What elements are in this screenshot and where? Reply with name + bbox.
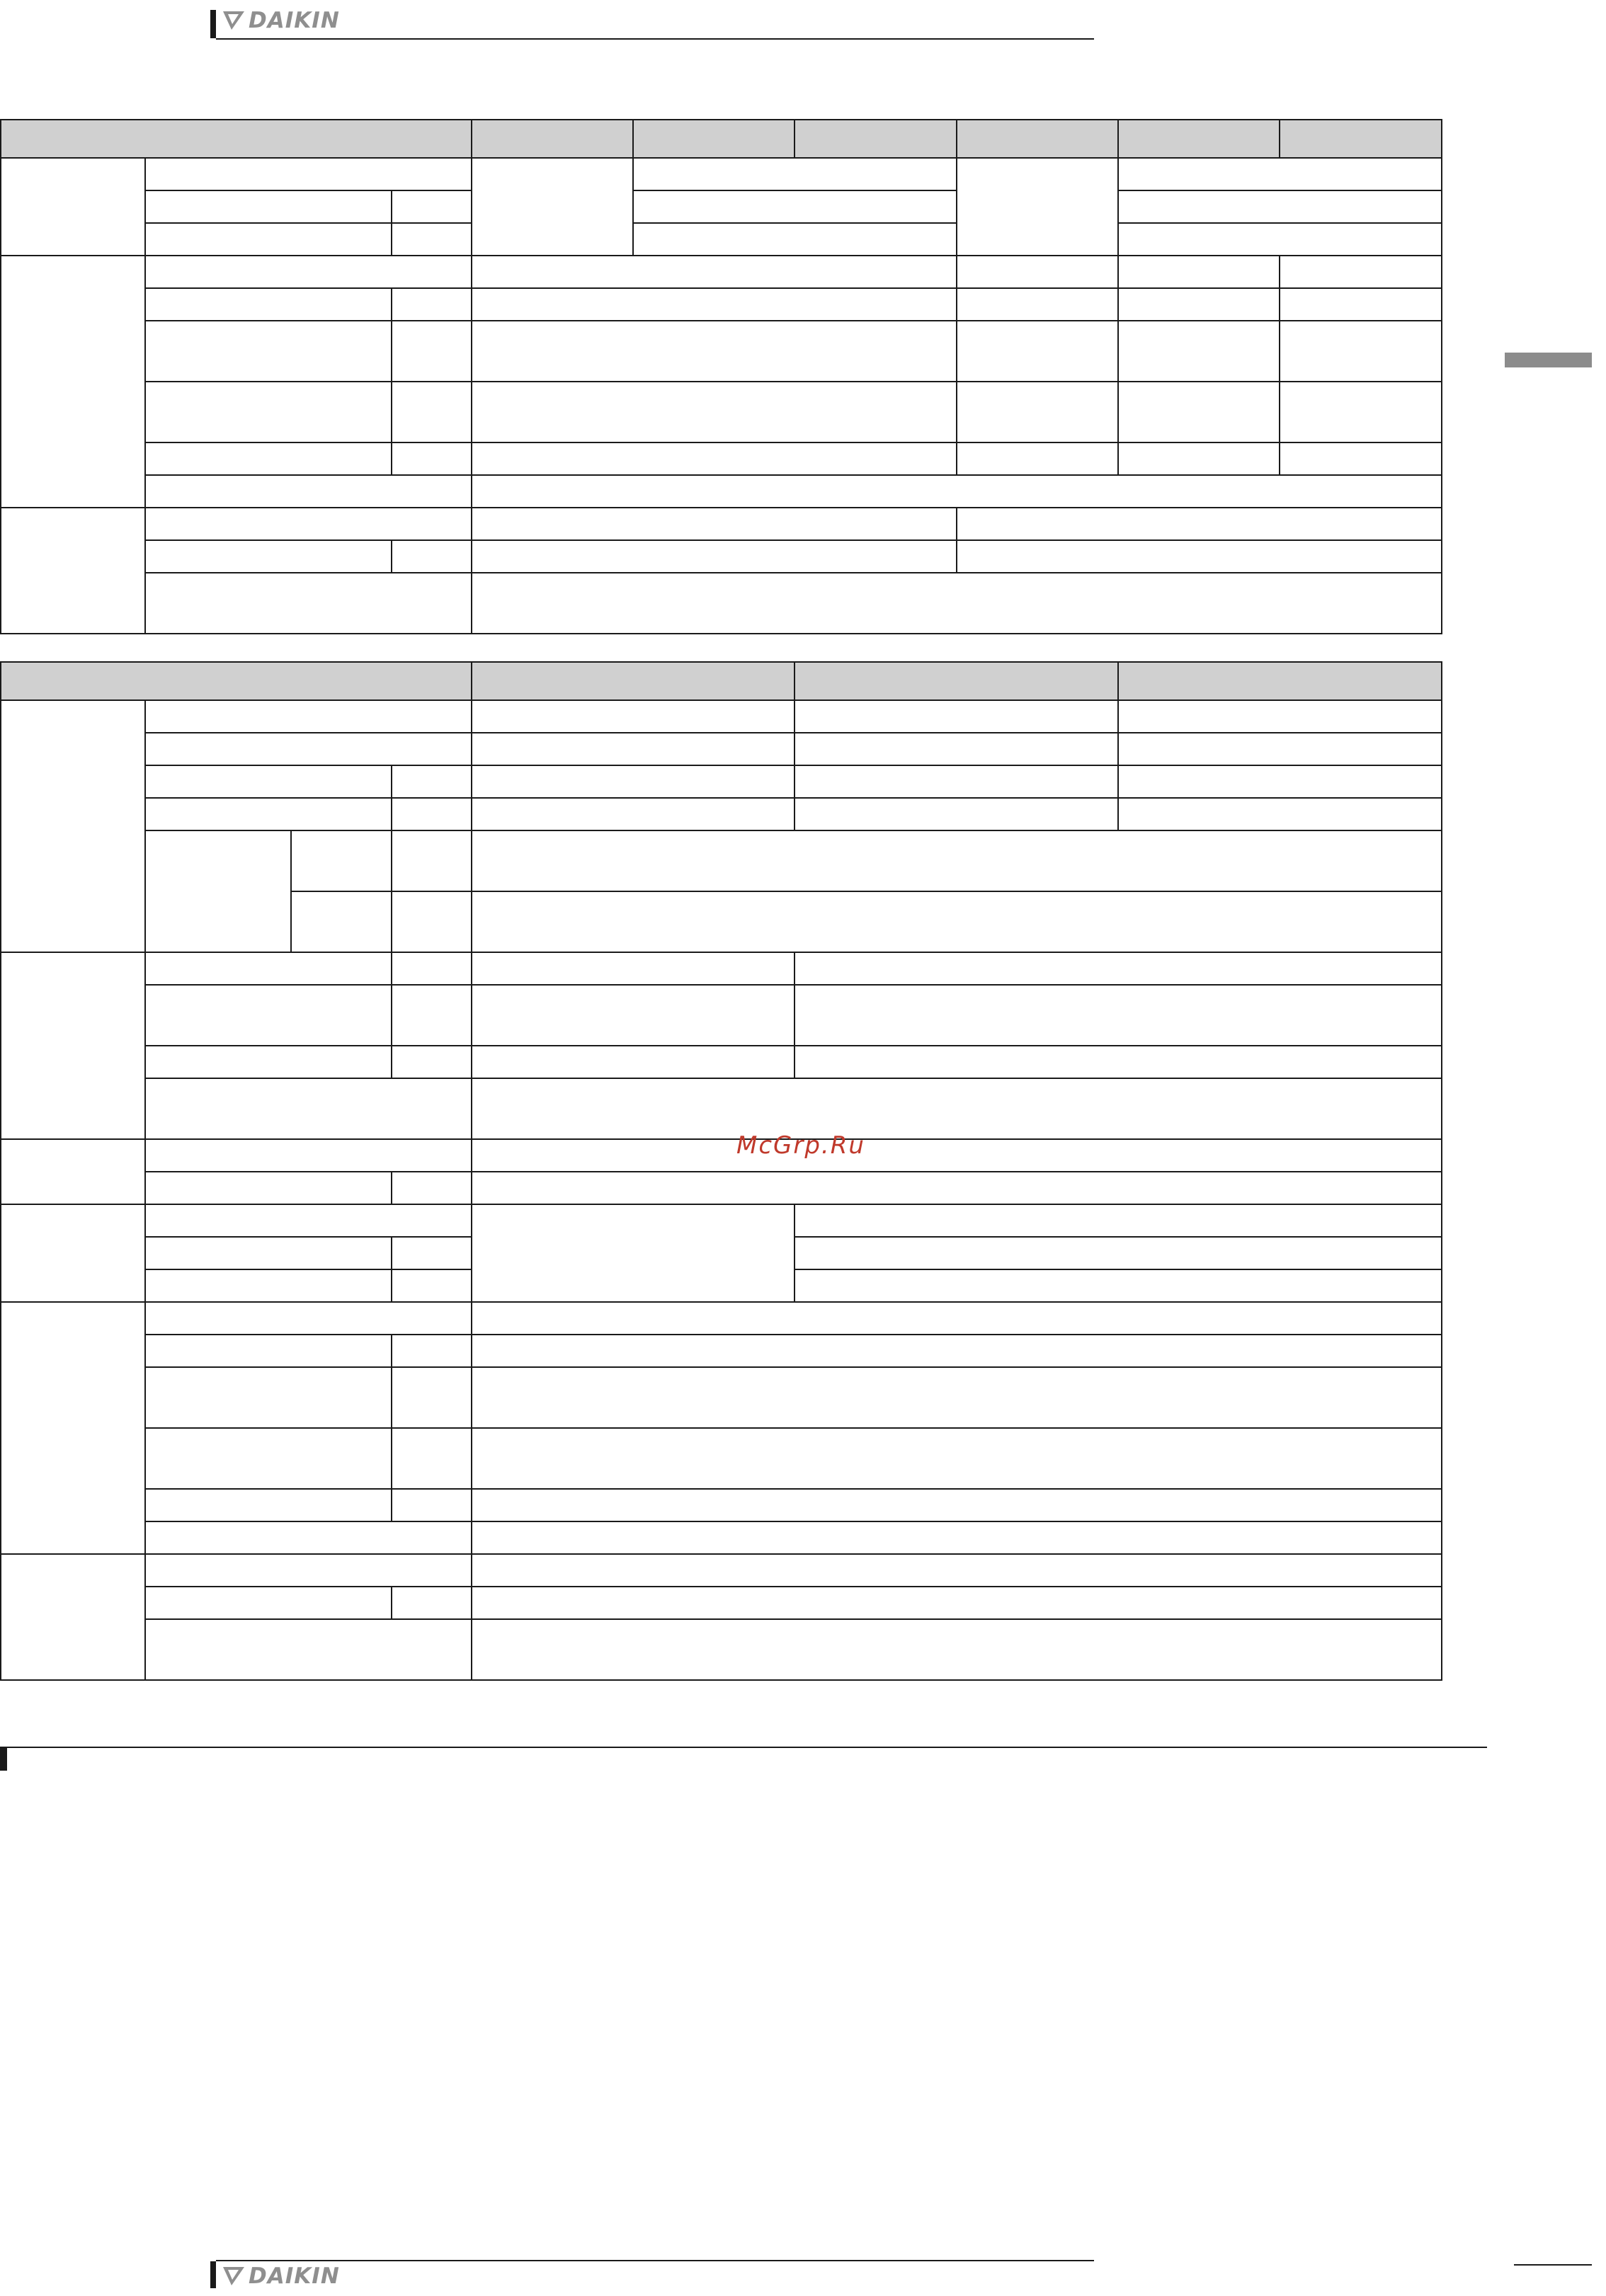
table-cell: [471, 572, 1442, 634]
page-number-rule: [1514, 2264, 1592, 2266]
table-cell: [144, 157, 472, 191]
daikin-delta-icon: [222, 10, 246, 31]
table-cell: [144, 1078, 472, 1140]
table-header-cell: [0, 661, 472, 701]
table-cell: [471, 1553, 1442, 1587]
table-cell: [144, 255, 472, 289]
table-cell: [956, 255, 1119, 289]
table-cell: [794, 797, 1119, 831]
table-cell: [1117, 765, 1442, 799]
table-cell: [471, 1521, 1442, 1555]
table-cell: [144, 287, 392, 321]
table-cell: [794, 732, 1119, 766]
section-end-marker: [0, 1747, 7, 1771]
table-cell: [144, 474, 472, 508]
table-cell: [794, 1204, 1442, 1238]
table-cell: [391, 1334, 472, 1368]
table-cell: [471, 320, 957, 382]
table-header-cell: [471, 661, 795, 701]
table-cell: [471, 699, 795, 733]
table-cell: [391, 287, 472, 321]
table-cell: [1279, 320, 1442, 382]
table-cell: [391, 797, 472, 831]
table-cell: [0, 1204, 146, 1303]
table-cell: [144, 1427, 392, 1490]
table-cell: [144, 1618, 472, 1681]
table-cell: [144, 984, 392, 1046]
section-tab-marker: [1505, 353, 1592, 367]
table-cell: [391, 1269, 472, 1303]
table-cell: [471, 797, 795, 831]
table-cell: [391, 830, 472, 892]
table-header-cell: [1117, 661, 1442, 701]
table-cell: [144, 1204, 472, 1238]
table-cell: [471, 1078, 1442, 1140]
table-cell: [471, 255, 957, 289]
header-rule: [216, 38, 1094, 40]
table-cell: [956, 539, 1442, 573]
table-cell: [632, 222, 957, 256]
table-cell: [794, 984, 1442, 1046]
table-cell: [144, 1334, 392, 1368]
table-cell: [1117, 381, 1280, 443]
table-cell: [144, 1586, 392, 1620]
table-cell: [632, 157, 957, 191]
table-cell: [471, 1427, 1442, 1490]
table-cell: [471, 732, 795, 766]
table-cell: [471, 442, 957, 476]
table-header-cell: [1117, 119, 1280, 159]
table-cell: [144, 222, 392, 256]
table-cell: [144, 190, 392, 224]
table-cell: [956, 287, 1119, 321]
table-cell: [471, 952, 795, 986]
table-cell: [0, 952, 146, 1140]
table-cell: [1117, 255, 1280, 289]
table-cell: [471, 287, 957, 321]
table-cell: [1279, 381, 1442, 443]
table-cell: [144, 830, 292, 953]
table-cell: [1117, 157, 1442, 191]
table-cell: [144, 1171, 392, 1205]
header-brand: [210, 10, 1094, 41]
table-cell: [1117, 320, 1280, 382]
table-cell: [391, 952, 472, 986]
table-cell: [144, 952, 392, 986]
table-cell: [471, 474, 1442, 508]
table-header-cell: [956, 119, 1119, 159]
header-logo: [222, 10, 340, 31]
table-cell: [632, 190, 957, 224]
table-cell: [956, 442, 1119, 476]
table-cell: [144, 320, 392, 382]
table-cell: [0, 255, 146, 508]
footer-marker: [210, 2261, 216, 2288]
footer-brand: [210, 2232, 1094, 2289]
table-cell: [391, 891, 472, 953]
table-cell: [391, 539, 472, 573]
table-cell: [471, 765, 795, 799]
table-cell: [471, 1138, 1442, 1172]
table-cell: [391, 1236, 472, 1270]
table-cell: [144, 1488, 392, 1522]
table-header-cell: [794, 661, 1119, 701]
footer-rule: [216, 2260, 1094, 2261]
table-header-cell: [794, 119, 957, 159]
table-cell: [144, 1236, 392, 1270]
table-cell: [471, 157, 634, 256]
table-cell: [144, 1301, 472, 1335]
watermark: McGrp.Ru: [736, 1131, 865, 1160]
table-header-cell: [471, 119, 634, 159]
table-cell: [471, 507, 957, 541]
table-cell: [956, 157, 1119, 256]
table-cell: [471, 1171, 1442, 1205]
header-marker: [210, 10, 216, 38]
table-cell: [1117, 699, 1442, 733]
table-cell: [471, 1586, 1442, 1620]
table-cell: [144, 732, 472, 766]
footer-logo: [222, 2263, 340, 2289]
table-cell: [290, 830, 392, 892]
table-cell: [391, 765, 472, 799]
table-cell: [471, 1488, 1442, 1522]
table-cell: [391, 1427, 472, 1490]
table-cell: [144, 1045, 392, 1079]
section-end-rule: [0, 1747, 1487, 1748]
table-cell: [0, 1138, 146, 1205]
table-cell: [391, 1488, 472, 1522]
table-cell: [144, 1553, 472, 1587]
table-cell: [391, 442, 472, 476]
footer-brand-name: DAIKIN: [249, 2263, 340, 2289]
table-cell: [144, 507, 472, 541]
table-cell: [0, 157, 146, 256]
table-header-cell: [1279, 119, 1442, 159]
table-cell: [144, 765, 392, 799]
table-cell: [794, 1045, 1442, 1079]
table-cell: [794, 699, 1119, 733]
table-cell: [1117, 190, 1442, 224]
table-cell: [391, 222, 472, 256]
table-cell: [144, 1366, 392, 1429]
table-cell: [391, 984, 472, 1046]
table-cell: [471, 1366, 1442, 1429]
table-cell: [0, 1553, 146, 1681]
table-cell: [794, 952, 1442, 986]
table-cell: [144, 797, 392, 831]
table-cell: [471, 1301, 1442, 1335]
table-cell: [144, 1269, 392, 1303]
table-cell: [471, 381, 957, 443]
table-cell: [956, 507, 1442, 541]
table-cell: [391, 1586, 472, 1620]
table-cell: [471, 891, 1442, 953]
table-cell: [471, 830, 1442, 892]
table-cell: [391, 190, 472, 224]
table-cell: [471, 539, 957, 573]
table-cell: [290, 891, 392, 953]
table-cell: [471, 984, 795, 1046]
table-cell: [144, 539, 392, 573]
table-cell: [794, 1269, 1442, 1303]
table-header-cell: [0, 119, 472, 159]
table-cell: [391, 320, 472, 382]
table-cell: [144, 381, 392, 443]
table-cell: [0, 507, 146, 634]
table-cell: [471, 1618, 1442, 1681]
table-header-cell: [632, 119, 795, 159]
table-cell: [391, 1171, 472, 1205]
table-cell: [391, 381, 472, 443]
table-cell: [144, 572, 472, 634]
table-cell: [1279, 442, 1442, 476]
daikin-delta-icon: [222, 2266, 246, 2287]
table-cell: [144, 442, 392, 476]
table-cell: [1279, 287, 1442, 321]
table-cell: [1117, 732, 1442, 766]
table-cell: [794, 1236, 1442, 1270]
table-cell: [1117, 222, 1442, 256]
table-cell: [956, 381, 1119, 443]
table-cell: [0, 1301, 146, 1555]
table-cell: [471, 1204, 795, 1303]
table-cell: [471, 1045, 795, 1079]
table-cell: [0, 699, 146, 953]
table-cell: [144, 1521, 472, 1555]
table-cell: [1117, 797, 1442, 831]
table-cell: [391, 1366, 472, 1429]
table-cell: [144, 699, 472, 733]
table-cell: [391, 1045, 472, 1079]
table-cell: [794, 765, 1119, 799]
header-brand-name: DAIKIN: [249, 8, 340, 33]
table-cell: [471, 1334, 1442, 1368]
table-cell: [956, 320, 1119, 382]
table-cell: [1117, 442, 1280, 476]
table-cell: [1279, 255, 1442, 289]
table-cell: [1117, 287, 1280, 321]
table-cell: [144, 1138, 472, 1172]
